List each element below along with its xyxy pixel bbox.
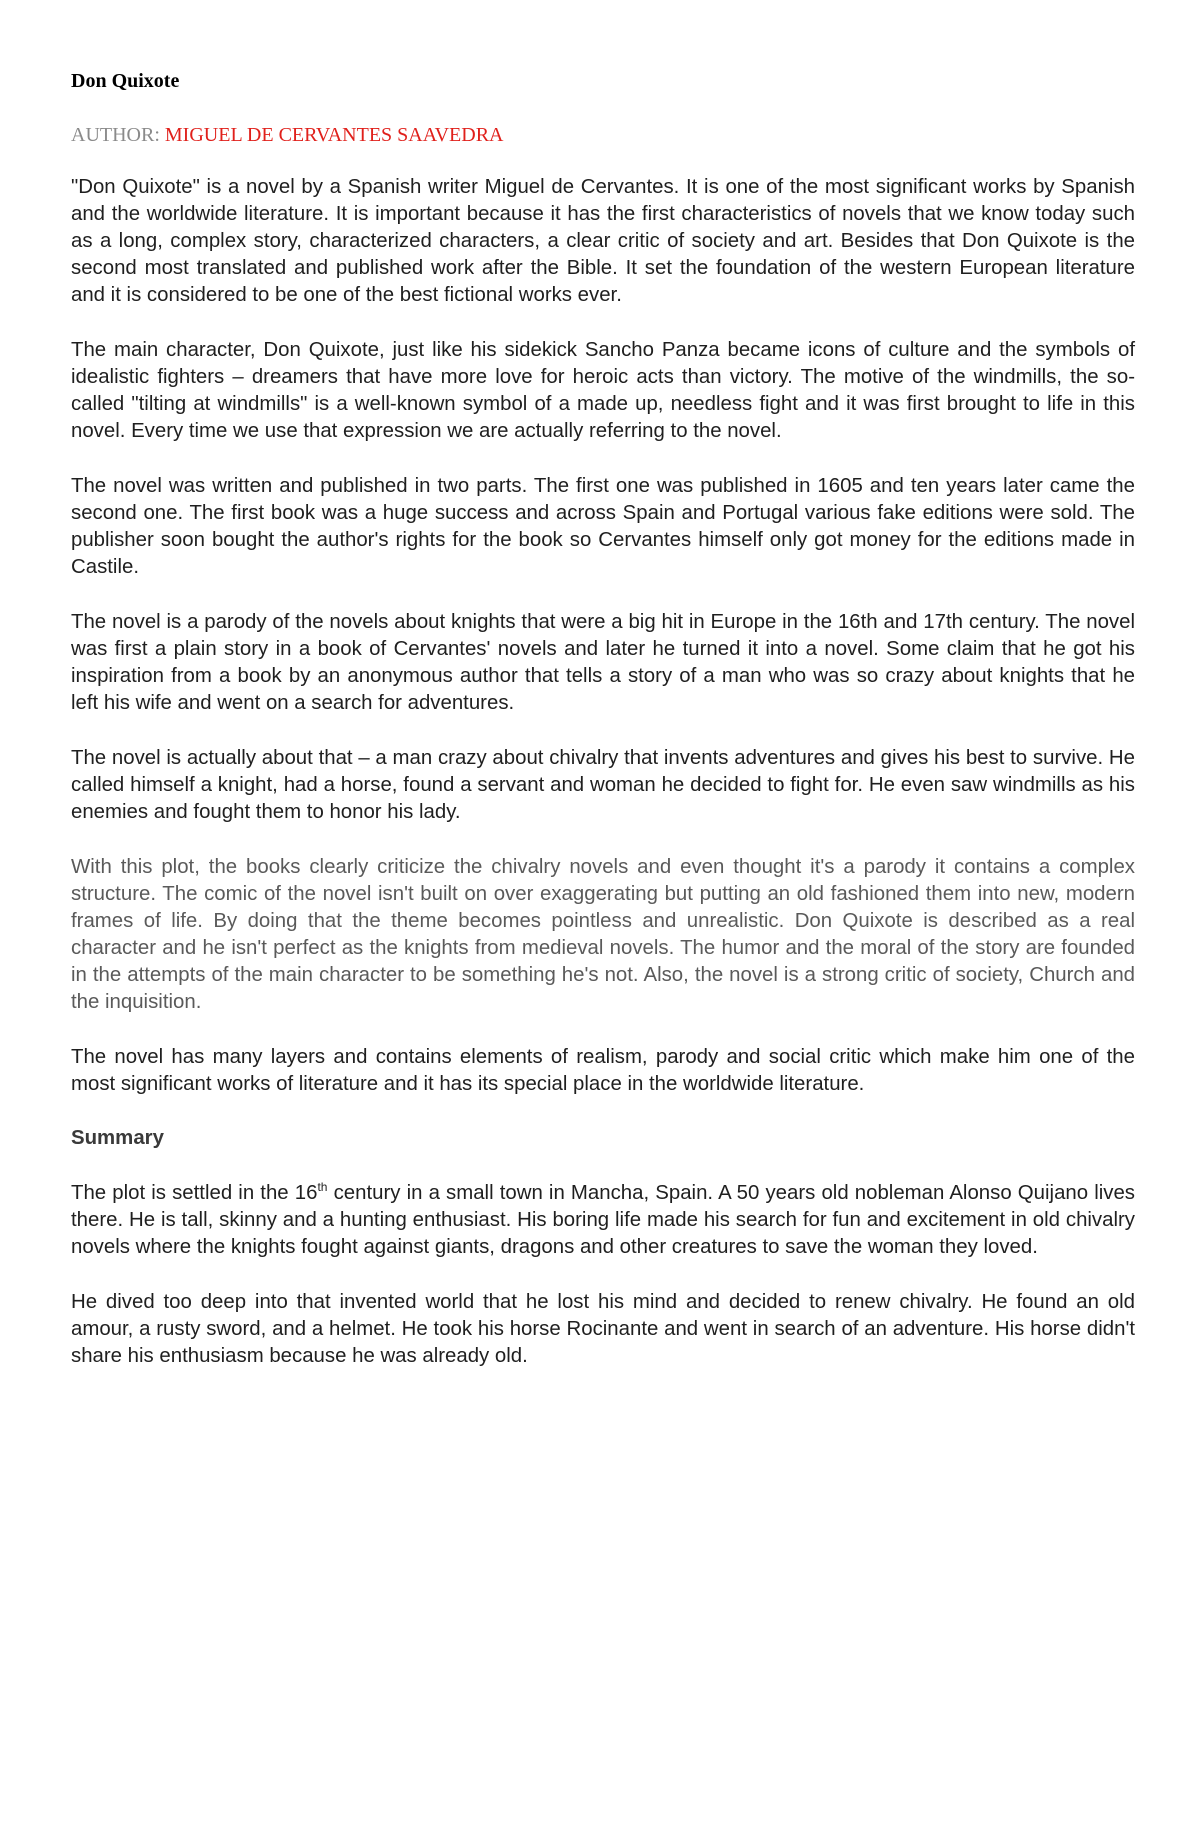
author-line [71, 122, 1135, 148]
summary-heading: Summary [71, 1127, 164, 1149]
paragraph-plot-overview: The novel is actually about that – a man crazy about chivalry that invents adventures and gives his best to survive. He called himself a knight, had a horse, found a servant and woman he decided to fight for. He even saw windmills as his enemies and fought them to honor his lady. [71, 747, 1135, 823]
paragraph-publication: The novel was written and published in two parts. The first one was published in 1605 and ten years later came the second one. The first book was a huge success and across Spain and Portugal various fake editions were sold. The publisher soon bought the author's rights for the book so Cervantes himself only got money for the editions made in Castile. [71, 475, 1135, 578]
summary-paragraph-1 [71, 1180, 1135, 1261]
paragraph-intro: "Don Quixote" is a novel by a Spanish writer Miguel de Cervantes. It is one of the most significant works by Spanish and the worldwide literature. It is important because it has the first characteristics of novels that we know today such as a long, complex story, characterized characters, a clear critic of society and art. Besides that Don Quixote is the second most translated and published work after the Bible. It set the foundation of the western European literature and it is considered to be one of the best fictional works ever. [71, 176, 1135, 306]
paragraph-criticism: With this plot, the books clearly criticize the chivalry novels and even thought it's a parody it contains a complex structure. The comic of the novel isn't built on over exaggerating but putting an old fashioned them into new, modern frames of life. By doing that the theme becomes pointless and unrealistic. Don Quixote is described as a real character and he isn't perfect as the knights from medieval novels. The humor and the moral of the story are founded in the attempts of the main character to be something he's not. Also, the novel is a strong critic of society, Church and the inquisition. [71, 856, 1135, 1013]
author-label: AUTHOR: [71, 124, 160, 146]
document-page [71, 68, 1135, 1370]
author-name: MIGUEL DE CERVANTES SAAVEDRA [164, 124, 504, 146]
summary-p1-before: The plot is settled in the 16 [71, 1182, 318, 1204]
summary-paragraph-2: He dived too deep into that invented world that he lost his mind and decided to renew chivalry. He found an old amour, a rusty sword, and a helmet. He took his horse Rocinante and went in search of an adventure. His horse didn't share his enthusiasm because he was already old. [71, 1291, 1135, 1367]
summary-p1-superscript: th [317, 1180, 328, 1195]
paragraph-parody: The novel is a parody of the novels about knights that were a big hit in Europe in the 16th and 17th century. The novel was first a plain story in a book of Cervantes' novels and later he turned it into a novel. Some claim that he got his inspiration from a book by an anonymous author that tells a story of a man who was so crazy about knights that he left his wife and went on a search for adventures. [71, 611, 1135, 714]
paragraph-layers: The novel has many layers and contains elements of realism, parody and social critic which make him one of the most significant works of literature and it has its special place in the worldwide literature. [71, 1046, 1135, 1095]
summary-p1-after: century in a small town in Mancha, Spain. A 50 years old nobleman Alonso Quijano lives there. He is tall, skinny and a hunting enthusiast. His boring life made his search for fun and excitement in old chivalry novels where the knights fought against giants, dragons and other creatures to save the woman they loved. [71, 1182, 1135, 1258]
paragraph-main-character: The main character, Don Quixote, just like his sidekick Sancho Panza became icons of culture and the symbols of idealistic fighters – dreamers that have more love for heroic acts than victory. The motive of the windmills, the so-called "tilting at windmills" is a well-known symbol of a made up, needless fight and it was first brought to life in this novel. Every time we use that expression we are actually referring to the novel. [71, 339, 1135, 442]
document-title: Don Quixote [71, 70, 180, 92]
